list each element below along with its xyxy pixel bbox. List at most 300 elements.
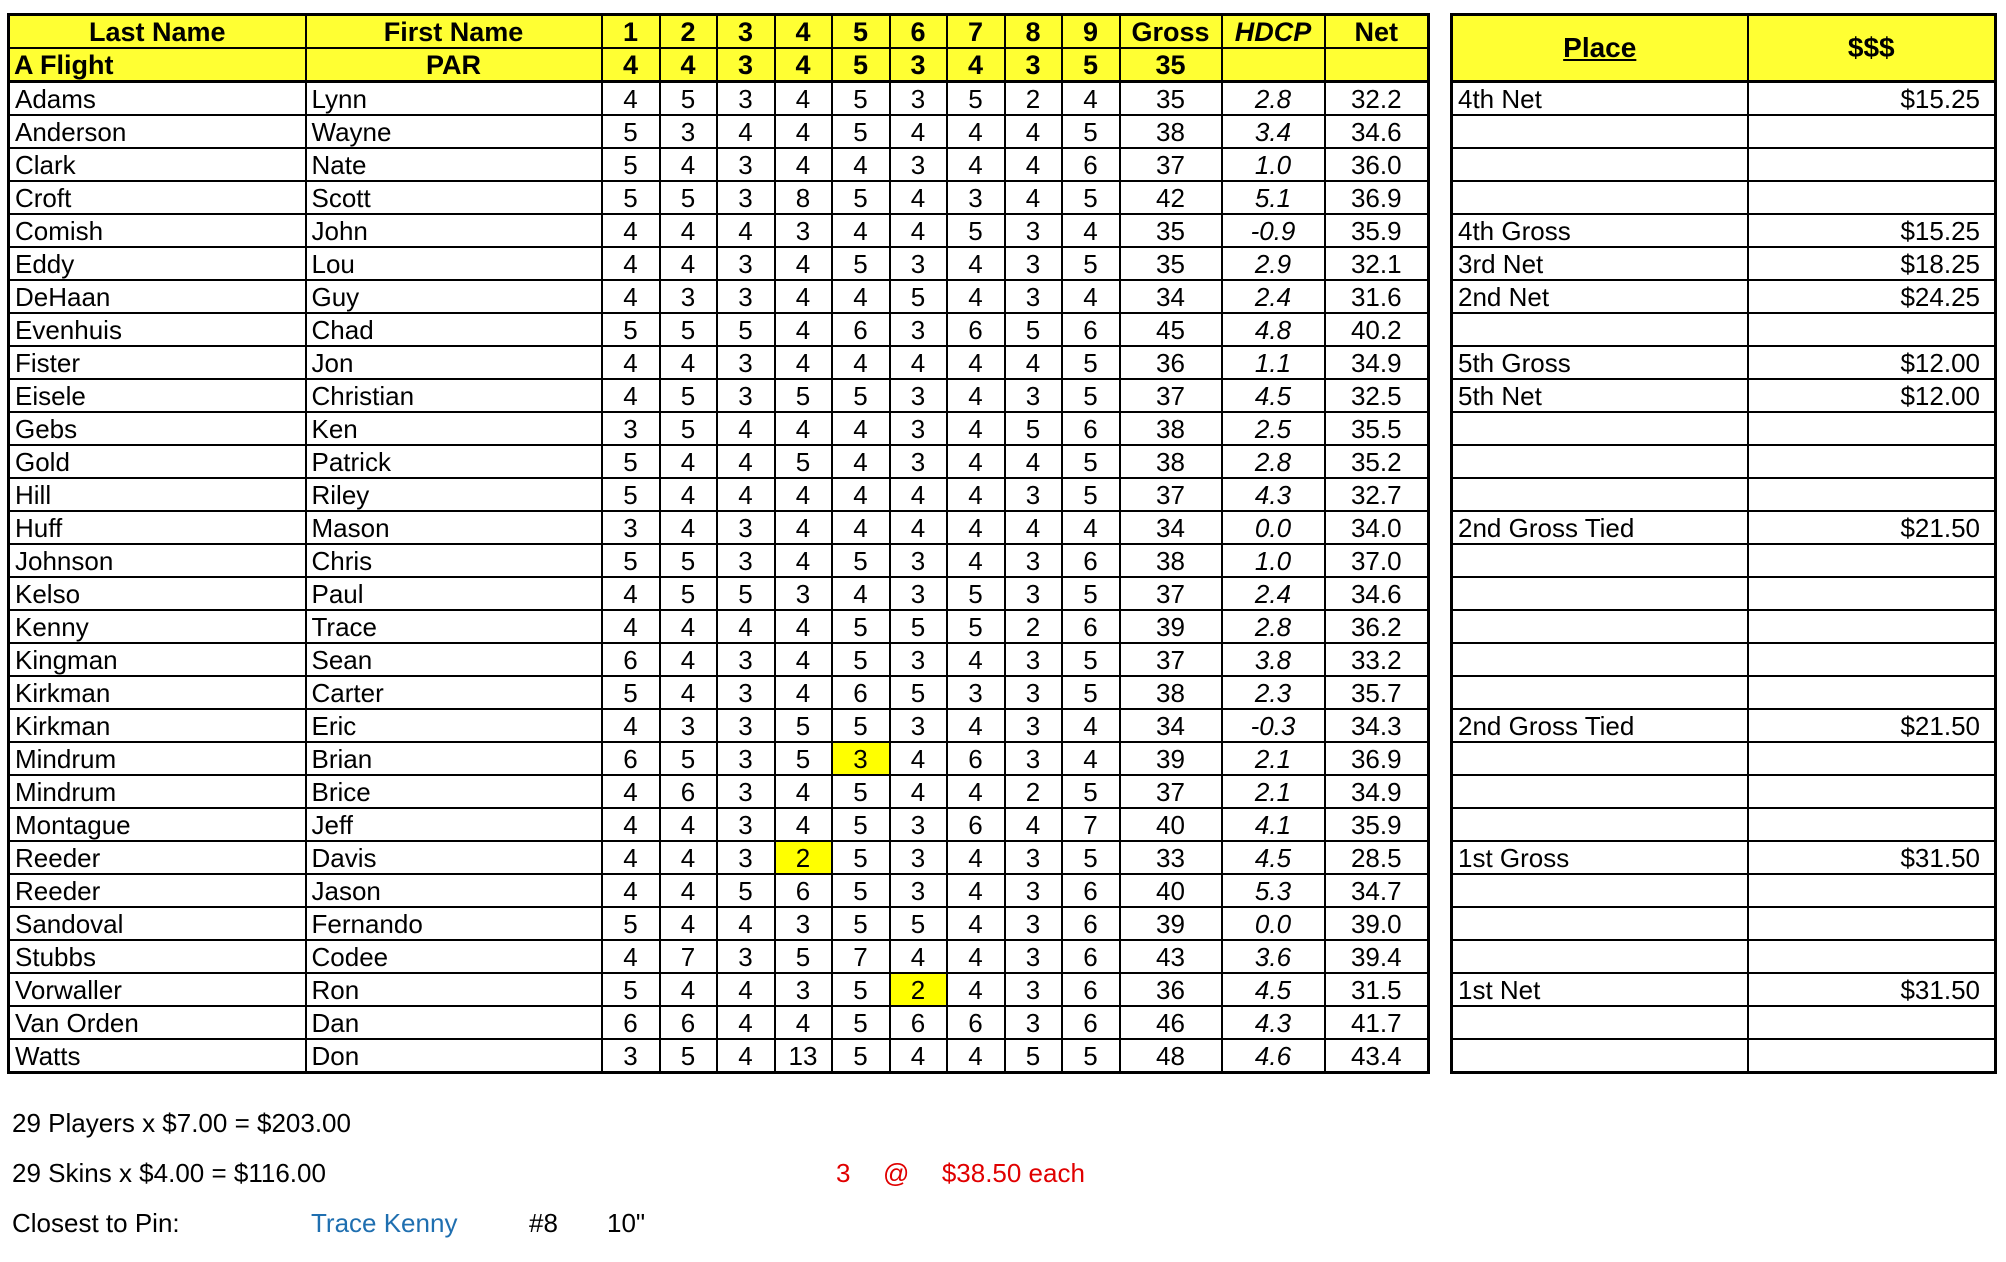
- first-name-cell: Scott: [306, 181, 602, 214]
- place-cell: 2nd Gross Tied: [1452, 511, 1748, 544]
- amount-cell: $12.00: [1748, 379, 1996, 412]
- first-name-cell: Carter: [306, 676, 602, 709]
- hole-score-cell: 5: [602, 313, 660, 346]
- hole-score-cell: 5: [1062, 379, 1120, 412]
- first-name-cell: Sean: [306, 643, 602, 676]
- payout-header-row: [1452, 15, 1996, 82]
- hole-7-header: 7: [947, 15, 1005, 49]
- hole-score-cell: 5: [832, 610, 890, 643]
- hole-score-cell: 3: [602, 1039, 660, 1073]
- amount-cell: $15.25: [1748, 82, 1996, 116]
- hole-score-cell: 4: [660, 610, 717, 643]
- hole-score-cell: 4: [1062, 709, 1120, 742]
- hole-score-cell: 5: [602, 478, 660, 511]
- hole-score-cell: 3: [1005, 247, 1062, 280]
- hole-score-cell: 4: [947, 247, 1005, 280]
- hole-score-cell: 5: [947, 214, 1005, 247]
- hdcp-cell: 4.3: [1222, 1006, 1325, 1039]
- hole-score-cell: 5: [832, 544, 890, 577]
- hole-score-cell: 4: [890, 478, 947, 511]
- payout-row: [1452, 874, 1996, 907]
- hole-score-cell: 3: [717, 775, 775, 808]
- amount-cell: [1748, 115, 1996, 148]
- hole-score-cell: 4: [832, 148, 890, 181]
- hole-score-cell: 5: [602, 445, 660, 478]
- hole-score-cell: 13: [775, 1039, 832, 1073]
- payout-row: [1452, 181, 1996, 214]
- last-name-cell: Montague: [9, 808, 306, 841]
- hole-score-cell: 3: [1005, 1006, 1062, 1039]
- hole-score-cell: 6: [1062, 907, 1120, 940]
- player-row: [9, 1039, 1429, 1073]
- hole-score-cell: 4: [890, 742, 947, 775]
- net-cell: 31.5: [1325, 973, 1429, 1006]
- player-row: [9, 643, 1429, 676]
- payout-row: [1452, 709, 1996, 742]
- hole-score-cell: 5: [1062, 841, 1120, 874]
- hole-score-cell: 6: [775, 874, 832, 907]
- amount-cell: [1748, 1006, 1996, 1039]
- payout-row: [1452, 610, 1996, 643]
- amount-cell: $21.50: [1748, 709, 1996, 742]
- hole-score-cell: 4: [717, 973, 775, 1006]
- hole-score-cell: 4: [660, 247, 717, 280]
- net-cell: 40.2: [1325, 313, 1429, 346]
- player-row: [9, 808, 1429, 841]
- hole-score-cell: 5: [660, 742, 717, 775]
- hole-score-cell: 5: [832, 1006, 890, 1039]
- hole-score-cell: 3: [717, 379, 775, 412]
- hole-score-cell: 6: [947, 742, 1005, 775]
- place-cell: 3rd Net: [1452, 247, 1748, 280]
- net-cell: 34.7: [1325, 874, 1429, 907]
- hole-score-cell: 3: [717, 544, 775, 577]
- hdcp-cell: 2.1: [1222, 775, 1325, 808]
- payout-row: [1452, 280, 1996, 313]
- place-cell: 1st Net: [1452, 973, 1748, 1006]
- hole-score-cell: 5: [775, 709, 832, 742]
- hole-score-cell: 4: [717, 115, 775, 148]
- hdcp-header: HDCP: [1222, 15, 1325, 49]
- hole-score-cell: 4: [832, 478, 890, 511]
- payout-row: [1452, 742, 1996, 775]
- hole-score-cell: 3: [717, 841, 775, 874]
- hdcp-cell: 5.1: [1222, 181, 1325, 214]
- net-cell: 32.7: [1325, 478, 1429, 511]
- last-name-cell: Gold: [9, 445, 306, 478]
- gross-cell: 40: [1120, 808, 1222, 841]
- closest-name: Trace Kenny: [311, 1208, 458, 1238]
- hole-score-cell: 4: [660, 478, 717, 511]
- hole-score-cell: 4: [660, 973, 717, 1006]
- par-hole-3: 3: [717, 48, 775, 82]
- hole-score-cell: 4: [775, 115, 832, 148]
- first-name-cell: Ron: [306, 973, 602, 1006]
- hole-score-cell: 4: [947, 709, 1005, 742]
- hole-score-cell: 4: [947, 1039, 1005, 1073]
- hole-score-cell: 5: [947, 610, 1005, 643]
- hole-score-cell: 3: [717, 940, 775, 973]
- player-row: [9, 247, 1429, 280]
- hole-score-cell: 4: [947, 544, 1005, 577]
- hole-score-cell: 5: [602, 544, 660, 577]
- hole-score-cell: 3: [890, 445, 947, 478]
- hole-score-cell: 3: [1005, 874, 1062, 907]
- hole-score-cell: 3: [717, 709, 775, 742]
- first-name-cell: Wayne: [306, 115, 602, 148]
- hole-score-cell: 3: [890, 412, 947, 445]
- hole-score-cell: 3: [717, 148, 775, 181]
- amount-cell: $31.50: [1748, 973, 1996, 1006]
- place-cell: [1452, 115, 1748, 148]
- last-name-cell: Kirkman: [9, 676, 306, 709]
- amount-cell: [1748, 313, 1996, 346]
- hole-score-cell: 4: [1005, 346, 1062, 379]
- hole-score-cell: 3: [947, 676, 1005, 709]
- first-name-cell: Eric: [306, 709, 602, 742]
- hole-score-cell: 3: [890, 544, 947, 577]
- amount-cell: [1748, 544, 1996, 577]
- hole-score-cell: 2: [1005, 775, 1062, 808]
- payout-row: [1452, 1039, 1996, 1073]
- scores-body: [9, 82, 1429, 1073]
- place-cell: 5th Net: [1452, 379, 1748, 412]
- hole-score-cell: 5: [1062, 478, 1120, 511]
- hole-score-cell: 4: [602, 214, 660, 247]
- net-header: Net: [1325, 15, 1429, 49]
- hole-score-cell: 4: [602, 379, 660, 412]
- player-row: [9, 874, 1429, 907]
- last-name-cell: Evenhuis: [9, 313, 306, 346]
- hdcp-cell: -0.3: [1222, 709, 1325, 742]
- gross-cell: 38: [1120, 412, 1222, 445]
- hole-score-cell: 4: [947, 148, 1005, 181]
- last-name-cell: Kenny: [9, 610, 306, 643]
- hole-score-cell: 4: [660, 874, 717, 907]
- player-row: [9, 280, 1429, 313]
- hole-score-cell: 8: [775, 181, 832, 214]
- place-cell: [1452, 577, 1748, 610]
- hole-score-cell: 5: [832, 874, 890, 907]
- net-cell: 32.2: [1325, 82, 1429, 116]
- net-cell: 39.0: [1325, 907, 1429, 940]
- hdcp-cell: 2.9: [1222, 247, 1325, 280]
- last-name-cell: Eddy: [9, 247, 306, 280]
- gross-cell: 39: [1120, 610, 1222, 643]
- hdcp-cell: 2.3: [1222, 676, 1325, 709]
- gross-cell: 43: [1120, 940, 1222, 973]
- hole-score-cell: 3: [1005, 214, 1062, 247]
- last-name-cell: Comish: [9, 214, 306, 247]
- hole-score-cell: 4: [660, 841, 717, 874]
- hdcp-cell: 4.5: [1222, 973, 1325, 1006]
- hole-score-cell: 4: [947, 280, 1005, 313]
- gross-cell: 37: [1120, 379, 1222, 412]
- amount-cell: $18.25: [1748, 247, 1996, 280]
- hole-score-cell: 3: [890, 313, 947, 346]
- hole-score-cell: 5: [1062, 775, 1120, 808]
- player-row: [9, 742, 1429, 775]
- hole-score-cell: 6: [602, 742, 660, 775]
- last-name-cell: Watts: [9, 1039, 306, 1073]
- hole-score-cell: 5: [947, 577, 1005, 610]
- net-cell: 32.5: [1325, 379, 1429, 412]
- hole-score-cell: 5: [775, 379, 832, 412]
- hole-score-cell: 4: [890, 775, 947, 808]
- first-name-cell: Patrick: [306, 445, 602, 478]
- hole-score-cell: 3: [1005, 940, 1062, 973]
- payout-row: [1452, 1006, 1996, 1039]
- skins-each: $38.50 each: [941, 1158, 1085, 1188]
- par-hole-5: 5: [832, 48, 890, 82]
- first-name-cell: Jon: [306, 346, 602, 379]
- hole-score-cell: 4: [660, 808, 717, 841]
- first-name-cell: Chris: [306, 544, 602, 577]
- first-name-cell: Chad: [306, 313, 602, 346]
- last-name-cell: Mindrum: [9, 775, 306, 808]
- first-name-cell: Don: [306, 1039, 602, 1073]
- hole-score-cell: 3: [717, 643, 775, 676]
- hole-score-cell: 4: [947, 511, 1005, 544]
- place-cell: [1452, 775, 1748, 808]
- gross-cell: 36: [1120, 346, 1222, 379]
- hole-score-cell: 4: [717, 1039, 775, 1073]
- last-name-cell: Anderson: [9, 115, 306, 148]
- place-cell: [1452, 148, 1748, 181]
- hole-score-cell: 5: [775, 445, 832, 478]
- closest-label: Closest to Pin:: [12, 1208, 180, 1238]
- closest-hole: #8: [529, 1208, 558, 1238]
- hole-score-cell: 3: [717, 742, 775, 775]
- hole-score-cell: 4: [947, 775, 1005, 808]
- hole-score-cell: 4: [717, 1006, 775, 1039]
- hole-score-cell: 4: [775, 313, 832, 346]
- first-name-cell: Brian: [306, 742, 602, 775]
- skins-at: @: [882, 1158, 910, 1188]
- hole-score-cell: 3: [717, 346, 775, 379]
- hole-score-cell: 3: [1005, 478, 1062, 511]
- hole-score-cell: 3: [890, 709, 947, 742]
- first-name-cell: Jeff: [306, 808, 602, 841]
- hole-score-cell: 3: [890, 82, 947, 116]
- first-name-cell: Mason: [306, 511, 602, 544]
- hole-score-cell: 6: [1062, 412, 1120, 445]
- net-cell: 32.1: [1325, 247, 1429, 280]
- payout-row: [1452, 973, 1996, 1006]
- amount-cell: [1748, 874, 1996, 907]
- hole-score-cell: 3: [660, 280, 717, 313]
- last-name-header: Last Name: [9, 15, 306, 49]
- hole-score-cell: 4: [660, 643, 717, 676]
- first-name-cell: Lynn: [306, 82, 602, 116]
- hole-score-cell: 4: [602, 808, 660, 841]
- place-cell: 4th Gross: [1452, 214, 1748, 247]
- skins-total-line: 29 Skins x $4.00 = $116.00: [12, 1158, 326, 1188]
- payout-row: [1452, 907, 1996, 940]
- hdcp-cell: 2.4: [1222, 577, 1325, 610]
- hole-score-cell: 5: [1062, 577, 1120, 610]
- hole-score-cell: 6: [1062, 874, 1120, 907]
- gross-cell: 34: [1120, 511, 1222, 544]
- gross-cell: 37: [1120, 577, 1222, 610]
- hole-2-header: 2: [660, 15, 717, 49]
- amount-cell: $24.25: [1748, 280, 1996, 313]
- hole-score-cell: 3: [602, 511, 660, 544]
- par-hole-1: 4: [602, 48, 660, 82]
- hole-score-cell: 4: [1062, 511, 1120, 544]
- payout-row: [1452, 412, 1996, 445]
- hole-score-cell: 3: [890, 808, 947, 841]
- amount-cell: [1748, 577, 1996, 610]
- first-name-cell: John: [306, 214, 602, 247]
- player-row: [9, 577, 1429, 610]
- hole-score-cell: 4: [1005, 445, 1062, 478]
- hole-score-cell: 6: [602, 1006, 660, 1039]
- closest-distance: 10": [607, 1208, 646, 1238]
- hole-score-cell: 4: [775, 148, 832, 181]
- payout-row: [1452, 247, 1996, 280]
- gross-cell: 33: [1120, 841, 1222, 874]
- hole-score-cell: 6: [1062, 610, 1120, 643]
- amount-cell: [1748, 643, 1996, 676]
- par-label: PAR: [306, 48, 602, 82]
- hole-score-cell: 5: [660, 412, 717, 445]
- hdcp-cell: 5.3: [1222, 874, 1325, 907]
- net-cell: 35.5: [1325, 412, 1429, 445]
- hole-score-cell: 2: [1005, 610, 1062, 643]
- player-row: [9, 709, 1429, 742]
- net-cell: 35.9: [1325, 214, 1429, 247]
- hdcp-cell: 0.0: [1222, 511, 1325, 544]
- last-name-cell: Johnson: [9, 544, 306, 577]
- hole-score-cell: 5: [775, 742, 832, 775]
- hole-3-header: 3: [717, 15, 775, 49]
- net-cell: 41.7: [1325, 1006, 1429, 1039]
- payout-row: [1452, 676, 1996, 709]
- scores-table: [7, 13, 1430, 1074]
- hole-score-cell: 4: [775, 247, 832, 280]
- gross-cell: 45: [1120, 313, 1222, 346]
- hole-score-cell: 3: [890, 379, 947, 412]
- payout-row: [1452, 379, 1996, 412]
- amount-cell: $12.00: [1748, 346, 1996, 379]
- hole-score-cell: 6: [947, 313, 1005, 346]
- player-row: [9, 1006, 1429, 1039]
- player-row: [9, 346, 1429, 379]
- hole-score-cell: 5: [832, 379, 890, 412]
- hole-score-cell: 4: [947, 643, 1005, 676]
- place-cell: [1452, 742, 1748, 775]
- hdcp-cell: 2.4: [1222, 280, 1325, 313]
- hole-score-cell: 5: [660, 544, 717, 577]
- hole-score-cell: 5: [832, 82, 890, 116]
- hole-score-cell: 7: [832, 940, 890, 973]
- hole-score-cell: 3: [1005, 577, 1062, 610]
- hdcp-cell: 2.8: [1222, 445, 1325, 478]
- hole-score-cell: 4: [947, 412, 1005, 445]
- hole-score-cell: 4: [717, 610, 775, 643]
- hole-score-cell: 5: [1005, 412, 1062, 445]
- hole-5-header: 5: [832, 15, 890, 49]
- hole-score-cell: 5: [832, 775, 890, 808]
- hole-score-cell: 7: [660, 940, 717, 973]
- hole-score-cell: 3: [890, 643, 947, 676]
- player-row: [9, 214, 1429, 247]
- hole-score-cell: 3: [890, 874, 947, 907]
- hole-score-cell: 5: [1062, 676, 1120, 709]
- last-name-cell: Kelso: [9, 577, 306, 610]
- hole-score-cell: 4: [890, 940, 947, 973]
- hole-1-header: 1: [602, 15, 660, 49]
- hole-score-cell: 5: [832, 907, 890, 940]
- hole-score-cell: 4: [832, 577, 890, 610]
- amount-cell: [1748, 676, 1996, 709]
- hole-9-header: 9: [1062, 15, 1120, 49]
- hole-score-cell: 5: [832, 1039, 890, 1073]
- hole-score-cell: 4: [890, 181, 947, 214]
- hole-score-cell: 6: [1062, 544, 1120, 577]
- net-cell: 35.9: [1325, 808, 1429, 841]
- hole-score-cell: 4: [602, 841, 660, 874]
- gross-cell: 35: [1120, 214, 1222, 247]
- hole-score-cell: 5: [602, 148, 660, 181]
- hole-score-cell: 4: [775, 544, 832, 577]
- first-name-cell: Guy: [306, 280, 602, 313]
- gross-cell: 37: [1120, 478, 1222, 511]
- hole-score-cell: 4: [602, 610, 660, 643]
- gross-cell: 37: [1120, 643, 1222, 676]
- amount-cell: [1748, 610, 1996, 643]
- place-cell: 4th Net: [1452, 82, 1748, 116]
- hdcp-cell: 0.0: [1222, 907, 1325, 940]
- hole-score-cell: 4: [947, 379, 1005, 412]
- hole-score-cell: 5: [947, 82, 1005, 116]
- net-cell: 34.9: [1325, 775, 1429, 808]
- place-cell: [1452, 1006, 1748, 1039]
- payout-body: [1452, 82, 1996, 1073]
- first-name-cell: Davis: [306, 841, 602, 874]
- payout-row: [1452, 808, 1996, 841]
- player-row: [9, 412, 1429, 445]
- hole-score-cell: 4: [832, 214, 890, 247]
- skins-count: 3: [836, 1158, 851, 1188]
- hole-score-cell: 5: [890, 280, 947, 313]
- last-name-cell: Adams: [9, 82, 306, 116]
- player-row: [9, 544, 1429, 577]
- amount-cell: [1748, 445, 1996, 478]
- last-name-cell: Mindrum: [9, 742, 306, 775]
- hole-score-cell: 4: [832, 412, 890, 445]
- hole-score-cell: 3: [717, 676, 775, 709]
- hole-score-cell: 4: [890, 115, 947, 148]
- hole-score-cell: 3: [775, 973, 832, 1006]
- hole-score-cell: 4: [775, 412, 832, 445]
- par-hole-8: 3: [1005, 48, 1062, 82]
- place-cell: [1452, 643, 1748, 676]
- amount-cell: [1748, 742, 1996, 775]
- hdcp-cell: 4.5: [1222, 379, 1325, 412]
- place-header: Place: [1452, 15, 1748, 82]
- payout-row: [1452, 313, 1996, 346]
- hdcp-cell: 3.8: [1222, 643, 1325, 676]
- place-cell: [1452, 1039, 1748, 1073]
- hole-score-cell: 4: [660, 445, 717, 478]
- skin-score-cell: 2: [890, 973, 947, 1006]
- hole-score-cell: 4: [832, 346, 890, 379]
- player-row: [9, 313, 1429, 346]
- net-cell: 34.6: [1325, 577, 1429, 610]
- hole-score-cell: 5: [832, 181, 890, 214]
